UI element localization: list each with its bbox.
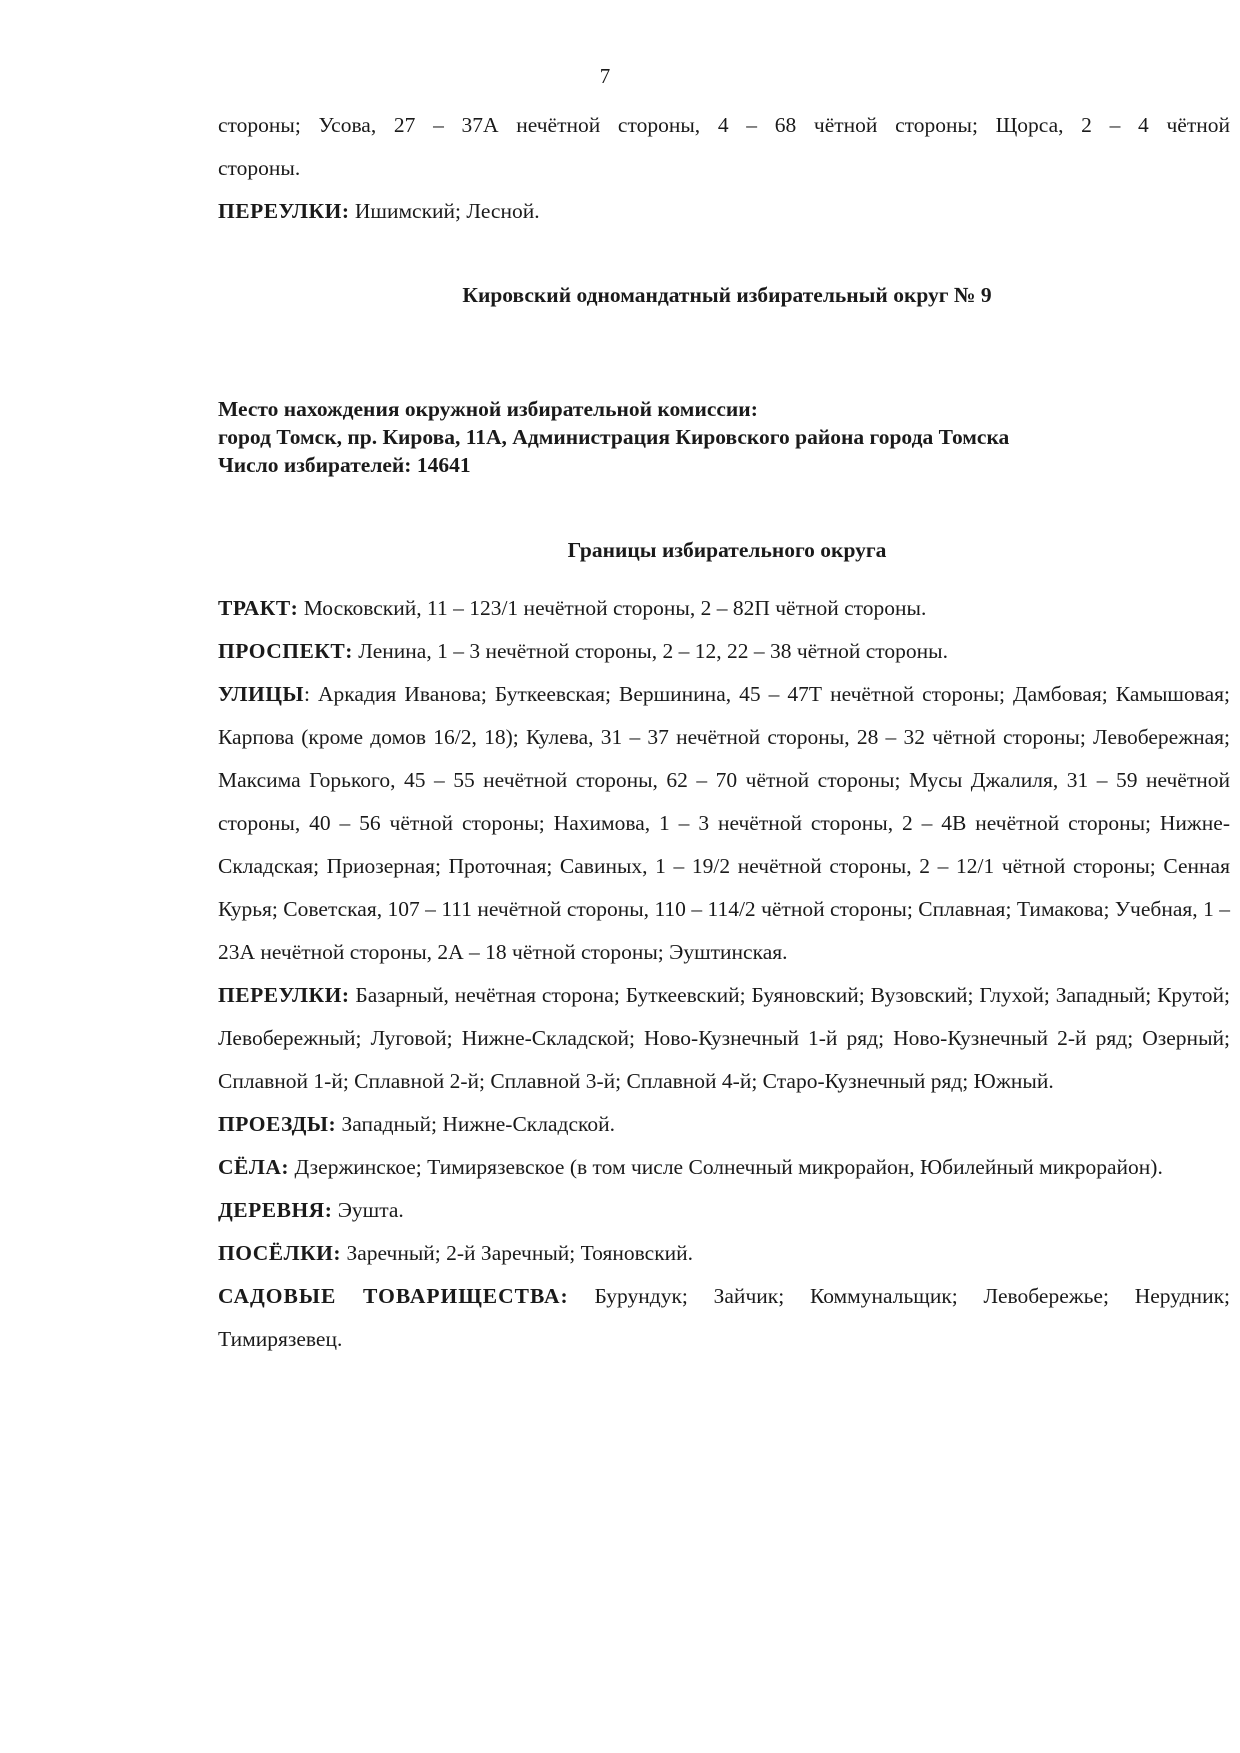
commission-label: Место нахождения окружной избирательной комиссии: xyxy=(218,397,758,421)
section-prospect xyxy=(218,630,1230,673)
page-number: 7 xyxy=(599,64,611,88)
section-settlements-label: ПОСЁЛКИ: xyxy=(218,1241,342,1265)
section-tract-text: Московский, 11 – 123/1 нечётной стороны, 2 – 82П чётной стороны. xyxy=(298,596,927,620)
section-lanes xyxy=(218,974,1230,1103)
section-villages-text: Дзержинское; Тимирязевское (в том числе Солнечный микрорайон, Юбилейный микрорайон). xyxy=(289,1155,1163,1179)
intro-lanes-label: ПЕРЕУЛКИ: xyxy=(218,199,350,223)
section-hamlet xyxy=(218,1189,1230,1232)
section-streets-text: : Аркадия Иванова; Буткеевская; Вершинина, 45 – 47Т нечётной стороны; Дамбовая; Камышовая; Карпова (кроме домов 16/2, 18); Кулева, 31 – 37 нечётной стороны, 28 – 32 чётной стороны; Левобережная; Максима Горького, 45 – 55 нечётной стороны, 62 – 70 чётной стороны; Мусы Джалиля, 31 – 59 нечётной стороны, 40 – 56 чётной стороны; Нахимова, 1 – 3 нечётной стороны, 2 – 4В нечётной стороны; Нижне-Складская; Приозерная; Проточная; Савиных, 1 – 19/2 нечётной стороны, 2 – 12/1 чётной стороны; Сенная Курья; Советская, 107 – 111 нечётной стороны, 110 – 114/2 чётной стороны; Сплавная; Тимакова; Учебная, 1 – 23А нечётной стороны, 2А – 18 чётной стороны; Эуштинская. xyxy=(218,682,1230,964)
section-passages xyxy=(218,1103,1230,1146)
commission-address: город Томск, пр. Кирова, 11А, Администрация Кировского района города Томска xyxy=(218,425,1010,449)
section-gardens xyxy=(218,1275,1230,1361)
section-passages-text: Западный; Нижне-Складской. xyxy=(336,1112,615,1136)
section-streets-label: УЛИЦЫ xyxy=(218,682,305,706)
borders-title: Границы избирательного округа xyxy=(567,538,887,562)
section-tract xyxy=(218,587,1230,630)
section-prospect-label: ПРОСПЕКТ: xyxy=(218,639,353,663)
section-hamlet-text: Эушта. xyxy=(332,1198,404,1222)
section-streets xyxy=(218,673,1230,974)
section-hamlet-label: ДЕРЕВНЯ: xyxy=(218,1198,333,1222)
voter-count: Число избирателей: 14641 xyxy=(218,453,471,477)
section-villages xyxy=(218,1146,1230,1189)
intro-lanes-text: Ишимский; Лесной. xyxy=(349,199,540,223)
intro-line-1: стороны; Усова, 27 – 37А нечётной стороны, 4 – 68 чётной стороны; Щорса, 2 – 4 чётной xyxy=(218,113,1230,137)
section-passages-label: ПРОЕЗДЫ: xyxy=(218,1112,337,1136)
section-settlements-text: Заречный; 2-й Заречный; Тояновский. xyxy=(341,1241,694,1265)
section-tract-label: ТРАКТ: xyxy=(218,596,299,620)
section-gardens-text: Бурундук; Зайчик; Коммунальщик; Левобережье; Нерудник; Тимирязевец. xyxy=(218,1284,1230,1351)
intro-lanes xyxy=(218,190,1230,233)
section-prospect-text: Ленина, 1 – 3 нечётной стороны, 2 – 12, 22 – 38 чётной стороны. xyxy=(352,639,948,663)
district-title: Кировский одномандатный избирательный округ № 9 xyxy=(462,283,992,307)
intro-line-2: стороны. xyxy=(218,156,301,180)
section-lanes-label: ПЕРЕУЛКИ: xyxy=(218,983,350,1007)
commission-block xyxy=(218,395,1230,479)
section-settlements xyxy=(218,1232,1230,1275)
section-lanes-text: Базарный, нечётная сторона; Буткеевский; Буяновский; Вузовский; Глухой; Западный; Крутой; Левобережный; Луговой; Нижне-Складской; Ново-Кузнечный 1-й ряд; Ново-Кузнечный 2-й ряд; Озерный; Сплавной 1-й; Сплавной 2-й; Сплавной 3-й; Сплавной 4-й; Старо-Кузнечный ряд; Южный. xyxy=(218,983,1230,1093)
section-gardens-label: САДОВЫЕ ТОВАРИЩЕСТВА: xyxy=(218,1284,569,1308)
section-villages-label: СЁЛА: xyxy=(218,1155,290,1179)
document-body xyxy=(218,104,1230,1361)
